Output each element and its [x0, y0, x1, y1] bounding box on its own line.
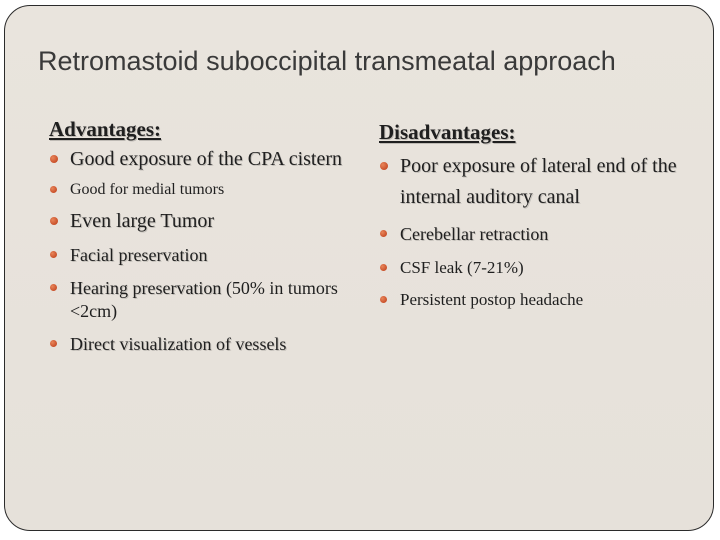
disadvantages-list [379, 151, 699, 311]
bullet-icon [380, 264, 387, 271]
list-item-text: Poor exposure of lateral end of the internal auditory canal [400, 155, 677, 208]
list-item-text: Even large Tumor [70, 210, 215, 232]
list-item-text-extra: (50% in tumors <2cm) [70, 278, 338, 321]
slide-frame [4, 5, 714, 531]
list-item-text: CSF leak (7-21%) [400, 258, 524, 277]
advantages-heading: Advantages: [49, 117, 162, 141]
bullet-icon [50, 251, 57, 258]
list-item [49, 146, 354, 172]
bullet-icon [380, 296, 387, 303]
list-item-text: Cerebellar retraction [400, 224, 549, 244]
list-item-text: Direct visualization of vessels [70, 334, 287, 354]
list-item-text: Good exposure of the CPA cistern [70, 148, 343, 170]
advantages-list [49, 146, 354, 356]
list-item-text: Facial preservation [70, 245, 208, 265]
list-item [49, 277, 354, 323]
bullet-icon [50, 155, 58, 163]
disadvantages-column [379, 119, 699, 311]
bullet-icon [50, 284, 57, 291]
list-item-text: Good for medial tumors [70, 181, 225, 198]
bullet-icon [380, 230, 387, 237]
list-item [49, 333, 354, 356]
bullet-icon [50, 186, 57, 193]
disadvantages-heading: Disadvantages: [379, 120, 516, 144]
bullet-icon [380, 162, 388, 170]
list-item-text: Persistent postop headache [400, 290, 584, 309]
list-item [49, 244, 354, 267]
list-item [379, 223, 699, 246]
list-item [379, 151, 699, 213]
list-item [379, 257, 699, 279]
bullet-icon [50, 217, 58, 225]
bullet-icon [50, 340, 57, 347]
list-item [49, 179, 354, 200]
advantages-column [49, 116, 354, 356]
list-item-text-main: Hearing preservation [70, 278, 222, 298]
slide-title: Retromastoid suboccipital transmeatal approach [38, 46, 616, 76]
list-item [379, 289, 699, 311]
list-item-text [70, 277, 354, 323]
list-item [49, 208, 354, 234]
